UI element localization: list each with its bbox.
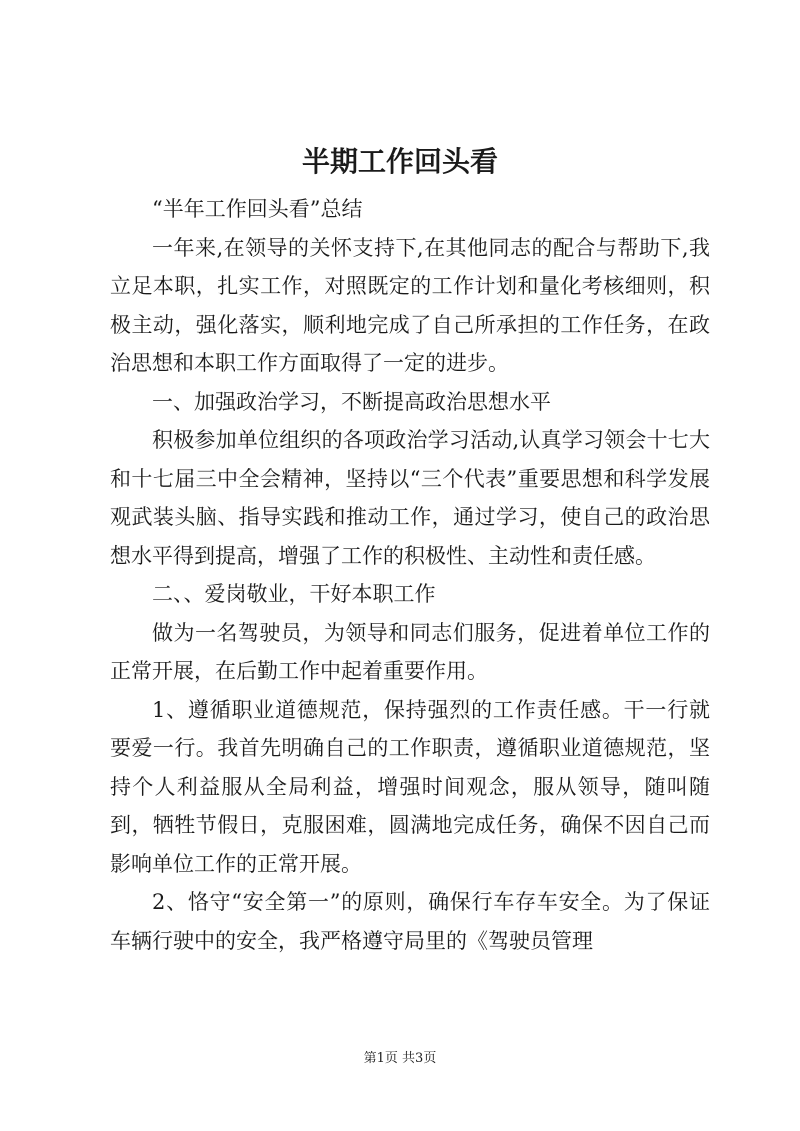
paragraph-intro: 一年来,在领导的关怀支持下,在其他同志的配合与帮助下,我立足本职，扎实工作，对照既定的工作计划和量化考核细则，积极主动，强化落实，顺利地完成了自己所承担的工作任务，在政治思想和本职工作方面取得了一定的进步。 [110,235,710,375]
document-body [110,190,710,960]
paragraph-item-1: 1、遵循职业道德规范，保持强烈的工作责任感。干一行就要爱一行。我首先明确自己的工作职责，遵循职业道德规范，坚持个人利益服从全局利益，增强时间观念，服从领导，随叫随到，牺牲节假日，克服困难，圆满地完成任务，确保不因自己而影响单位工作的正常开展。 [110,697,710,876]
paragraph-subtitle: “半年工作回头看”总结 [152,197,363,221]
document-title: 半期工作回头看 [301,145,498,178]
section-heading-2: 二、、爱岗敬业，干好本职工作 [152,582,436,606]
paragraph-section-1: 积极参加单位组织的各项政治学习活动,认真学习领会十七大和十七届三中全会精神，坚持以“三个代表”重要思想和科学发展观武装头脑、指导实践和推动工作，通过学习，使自己的政治思想水平得到提高，增强了工作的积极性、主动性和责任感。 [110,428,710,568]
page-number-footer: 第1页 共3页 [363,1051,437,1066]
paragraph-section-2: 做为一名驾驶员，为领导和同志们服务，促进着单位工作的正常开展，在后勤工作中起着重要作用。 [110,620,710,683]
section-heading-1: 一、加强政治学习，不断提高政治思想水平 [152,389,551,414]
paragraph-item-2: 2、恪守“安全第一”的原则，确保行车存车安全。为了保证车辆行驶中的安全，我严格遵守局里的《驾驶员管理 [110,890,710,953]
